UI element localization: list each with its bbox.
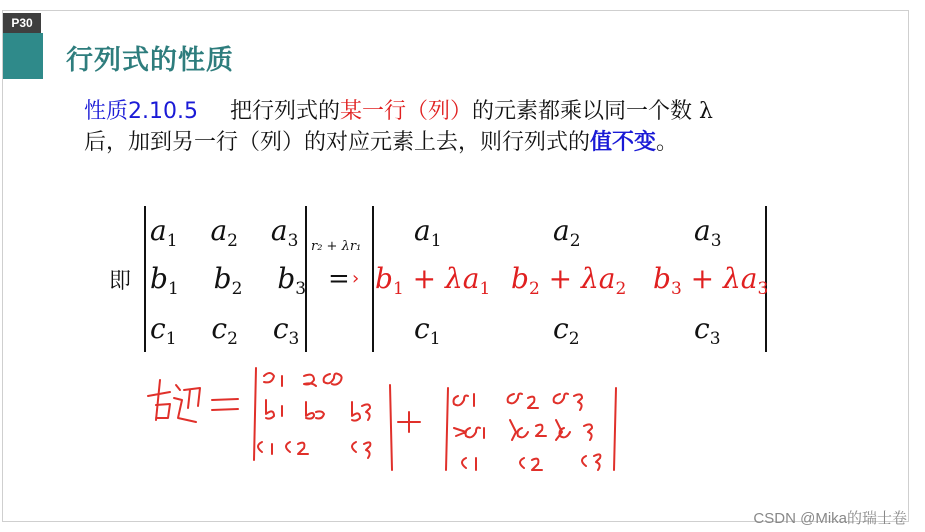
right-det-row1-col2: $a_2$ bbox=[553, 214, 581, 251]
right-det-row2-col1: $b_1 + \lambda a_1$ bbox=[375, 262, 491, 299]
highlight-value-unchanged: 值不变 bbox=[590, 130, 657, 155]
statement-text-2: 的元素都乘以同一个数 bbox=[472, 99, 693, 124]
property-label: 性质2.10.5 bbox=[84, 99, 198, 124]
page-tag: P30 bbox=[3, 13, 41, 33]
right-det-row2-col3: $b_3 + \lambda a_3$ bbox=[653, 262, 769, 299]
right-det-row1-col1: $a_1$ bbox=[414, 214, 442, 251]
handwriting-right-side-label bbox=[148, 380, 238, 422]
equals-sign: = bbox=[328, 264, 350, 294]
statement-end: 。 bbox=[656, 130, 679, 155]
left-det-row-2: $b_1$ $b_2$ $b_3$ bbox=[150, 262, 307, 299]
right-det-row3-col1: $c_1$ bbox=[414, 312, 441, 349]
right-det-row3-col3: $c_3$ bbox=[694, 312, 721, 349]
row-operation-label: r₂ + λr₁ bbox=[311, 239, 362, 254]
handwriting-det-2 bbox=[446, 388, 616, 470]
handwriting-det-1 bbox=[254, 368, 420, 470]
highlight-row-col: 某一行（列） bbox=[340, 99, 473, 124]
right-det-row1-col3: $a_3$ bbox=[694, 214, 722, 251]
right-det-row2-col2: $b_2 + \lambda a_2$ bbox=[511, 262, 627, 299]
slide-title: 行列式的性质 bbox=[66, 45, 234, 76]
lambda-symbol: λ bbox=[699, 99, 713, 124]
ji-label: 即 bbox=[109, 269, 132, 294]
left-det-row-3: $c_1$ $c_2$ $c_3$ bbox=[150, 312, 300, 349]
right-det-row3-col2: $c_2$ bbox=[553, 312, 580, 349]
statement-text-1: 把行列式的 bbox=[229, 99, 340, 124]
left-det-row-1: $a_1$ $a_2$ $a_3$ bbox=[150, 214, 299, 251]
watermark: CSDN @Mika的瑞士卷 bbox=[753, 510, 907, 527]
statement-text-3: 后，加到另一行（列）的对应元素上去，则行列式的 bbox=[84, 130, 591, 155]
arrow-icon: › bbox=[352, 268, 360, 289]
